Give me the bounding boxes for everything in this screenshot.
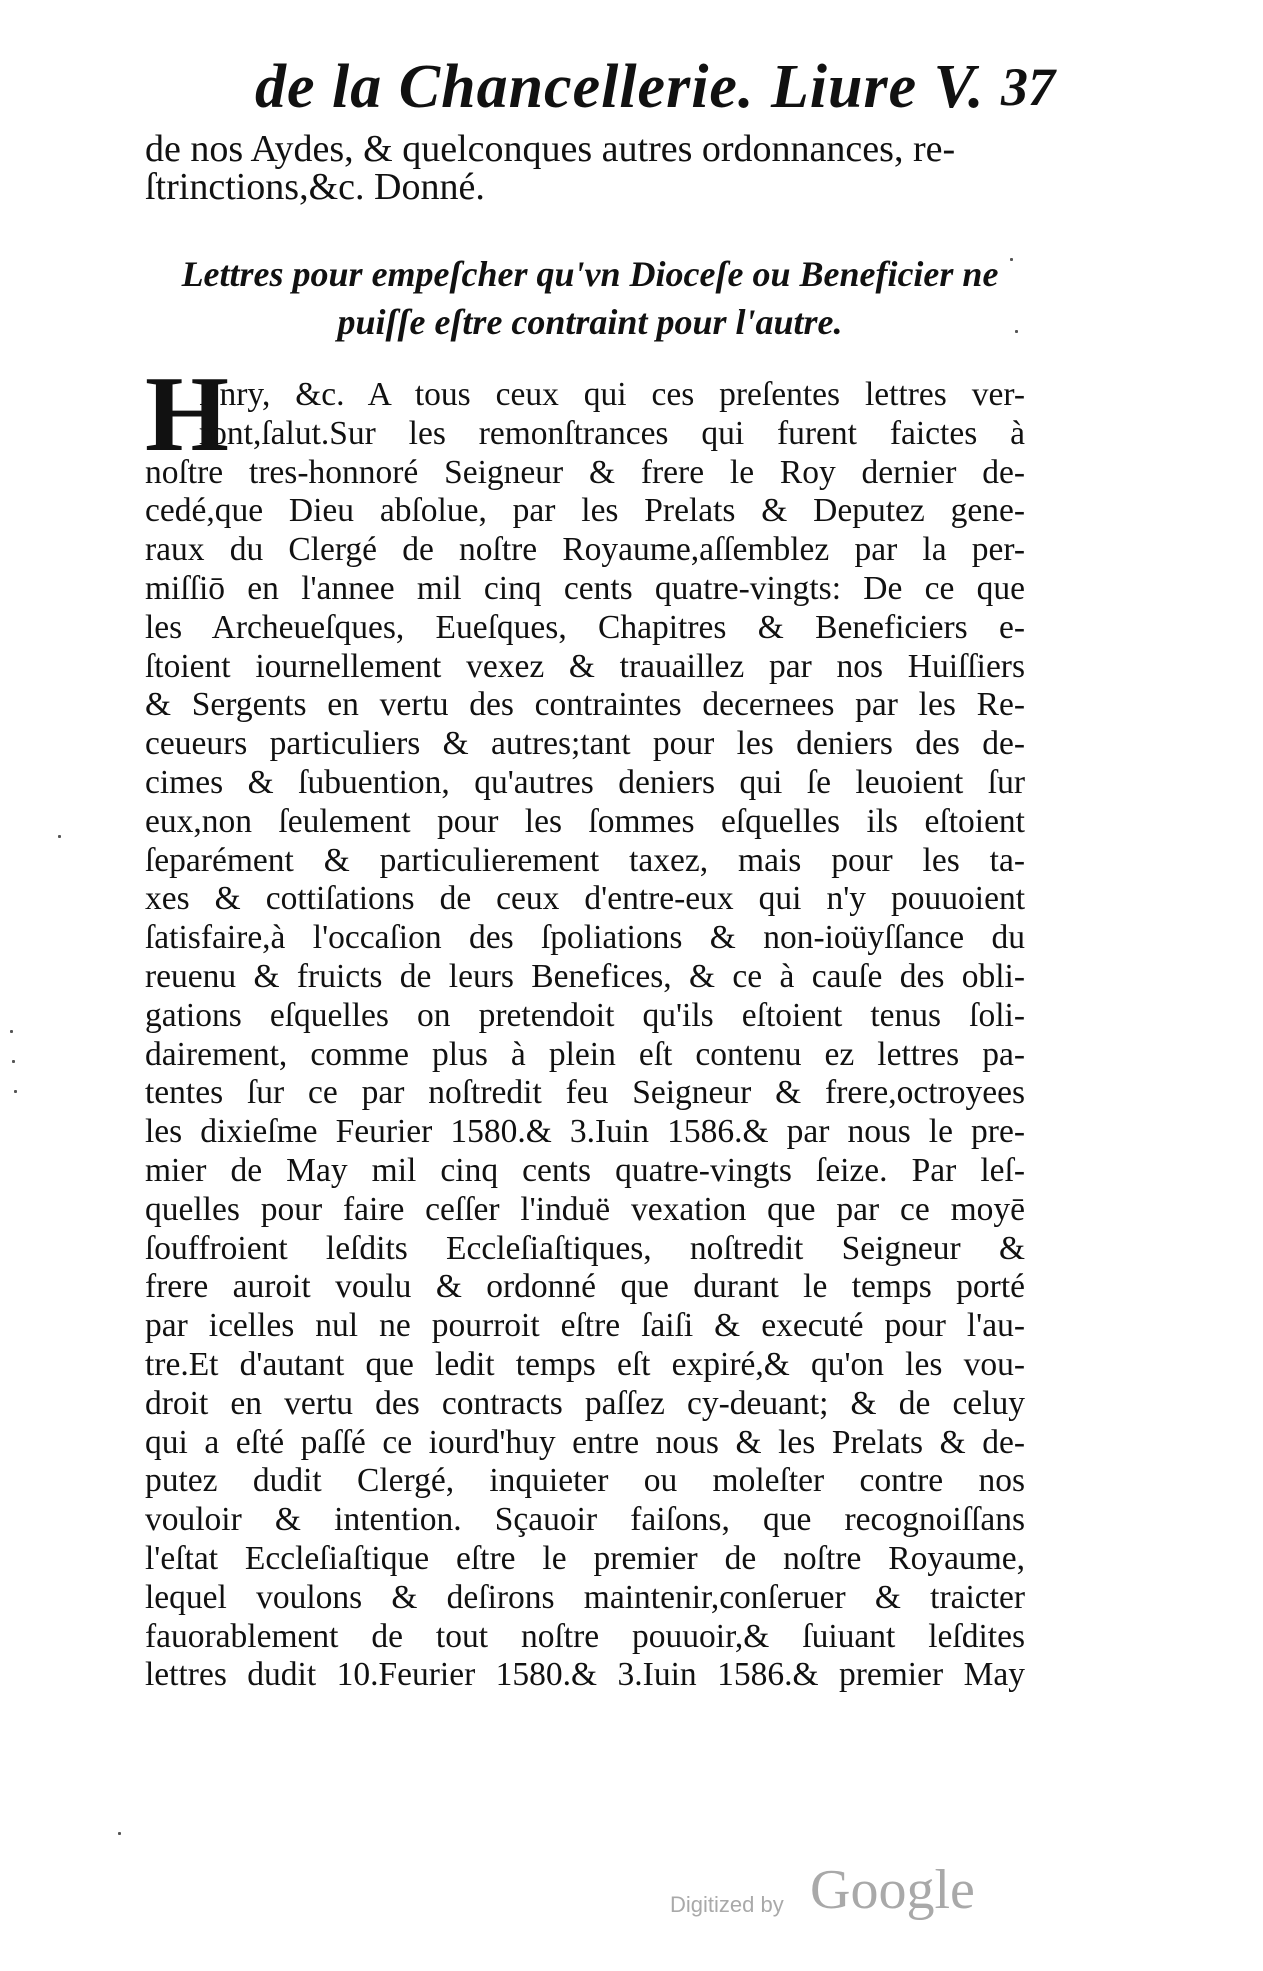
body-line: raux du Clergé de noſtre Royaume,aſſemblez par la per- xyxy=(145,531,1025,569)
body-line: frere auroit voulu & ordonné que durant le temps porté xyxy=(145,1268,1025,1306)
carryover-line: de nos Aydes, & quelconques autres ordonnances, re- xyxy=(145,128,956,170)
body-line: cedé,que Dieu abſolue, par les Prelats & Deputez gene- xyxy=(145,492,1025,530)
carryover-line: ſtrinctions,&c. Donné. xyxy=(145,166,485,208)
scan-speck xyxy=(10,1030,13,1033)
body-line: miſſiō en l'annee mil cinq cents quatre-vingts: De ce que xyxy=(145,569,1025,607)
scan-speck xyxy=(58,835,61,838)
scan-speck xyxy=(1010,258,1013,261)
body-line: quelles pour faire ceſſer l'induë vexation que par ce moyē xyxy=(145,1190,1025,1228)
body-line: putez dudit Clergé, inquieter ou moleſter contre nos xyxy=(145,1462,1025,1500)
body-line: xes & cottiſations de ceux d'entre-eux qui n'y pouuoient xyxy=(145,880,1025,918)
body-line: gations eſquelles on pretendoit qu'ils eſtoient tenus ſoli- xyxy=(145,996,1025,1034)
body-line: ront,ſalut.Sur les remonſtrances qui furent faictes à xyxy=(199,414,1025,452)
body-line: tre.Et d'autant que ledit temps eſt expiré,& qu'on les vou- xyxy=(145,1345,1025,1383)
body-line: l'eſtat Eccleſiaſtique eſtre le premier de noſtre Royaume, xyxy=(145,1539,1025,1577)
body-line: lettres dudit 10.Feurier 1580.& 3.Iuin 1586.& premier May xyxy=(145,1656,1025,1694)
scan-speck xyxy=(14,1090,17,1093)
running-head xyxy=(255,52,1055,132)
section-heading-line: puiſſe eſtre contraint pour l'autre. xyxy=(337,302,843,342)
body-line: reuenu & fruicts de leurs Benefices, & ce à cauſe des obli- xyxy=(145,957,1025,995)
scan-speck xyxy=(12,1060,15,1063)
body-line: droit en vertu des contracts paſſez cy-deuant; & de celuy xyxy=(145,1384,1025,1422)
google-logo: Google xyxy=(810,1859,975,1921)
running-title: de la Chancellerie. Liure V. xyxy=(255,53,985,121)
body-line: les dixieſme Feurier 1580.& 3.Iuin 1586.& par nous le pre- xyxy=(145,1113,1025,1151)
digitizer-watermark xyxy=(670,1860,1030,1930)
body-line: cimes & ſubuention, qu'autres deniers qui ſe leuoient ſur xyxy=(145,763,1025,801)
body-line: Enry, &c. A tous ceux qui ces preſentes lettres ver- xyxy=(199,376,1025,413)
body-line: dairement, comme plus à plein eſt contenu ez lettres pa- xyxy=(145,1035,1025,1073)
body-line: mier de May mil cinq cents quatre-vingts ſeize. Par leſ- xyxy=(145,1151,1025,1189)
body-line: ſatisfaire,à l'occaſion des ſpoliations & non-ioüyſſance du xyxy=(145,919,1025,957)
scan-speck xyxy=(118,1832,121,1835)
section-heading-line: Lettres pour empeſcher qu'vn Dioceſe ou Beneficier ne xyxy=(181,254,999,294)
body-line: ſouffroient leſdits Eccleſiaſtiques, noſtredit Seigneur & xyxy=(145,1229,1025,1267)
body-line: ceueurs particuliers & autres;tant pour les deniers des de- xyxy=(145,725,1025,763)
body-line: qui a eſté paſſé ce iourd'huy entre nous & les Prelats & de- xyxy=(145,1423,1025,1461)
scan-speck xyxy=(1015,330,1018,333)
body-line: par icelles nul ne pourroit eſtre ſaiſi & executé pour l'au- xyxy=(145,1307,1025,1345)
body-line: les Archeueſques, Eueſques, Chapitres & Beneficiers e- xyxy=(145,608,1025,646)
section-heading xyxy=(160,250,1020,346)
body-line: tentes ſur ce par noſtredit feu Seigneur & frere,octroyees xyxy=(145,1074,1025,1112)
body-line: noſtre tres-honnoré Seigneur & frere le Roy dernier de- xyxy=(145,453,1025,491)
body-line: vouloir & intention. Sçauoir faiſons, que recognoiſſans xyxy=(145,1501,1025,1539)
body-line: & Sergents en vertu des contraintes decernees par les Re- xyxy=(145,686,1025,724)
body-line: fauorablement de tout noſtre pouuoir,& ſuiuant leſdites xyxy=(145,1617,1025,1655)
body-line: eux,non ſeulement pour les ſommes eſquelles ils eſtoient xyxy=(145,802,1025,840)
page-number: 37 xyxy=(1001,57,1055,117)
digitized-by-text: Digitized by xyxy=(670,1892,784,1917)
body-line: ſeparément & particulierement taxez, mais pour les ta- xyxy=(145,841,1025,879)
body-line: ſtoient iournellement vexez & trauaillez par nos Huiſſiers xyxy=(145,647,1025,685)
drop-cap: H xyxy=(145,355,230,474)
body-paragraph xyxy=(145,376,1025,1695)
carryover-paragraph xyxy=(145,130,1025,206)
body-line: lequel voulons & deſirons maintenir,conſeruer & traicter xyxy=(145,1578,1025,1616)
